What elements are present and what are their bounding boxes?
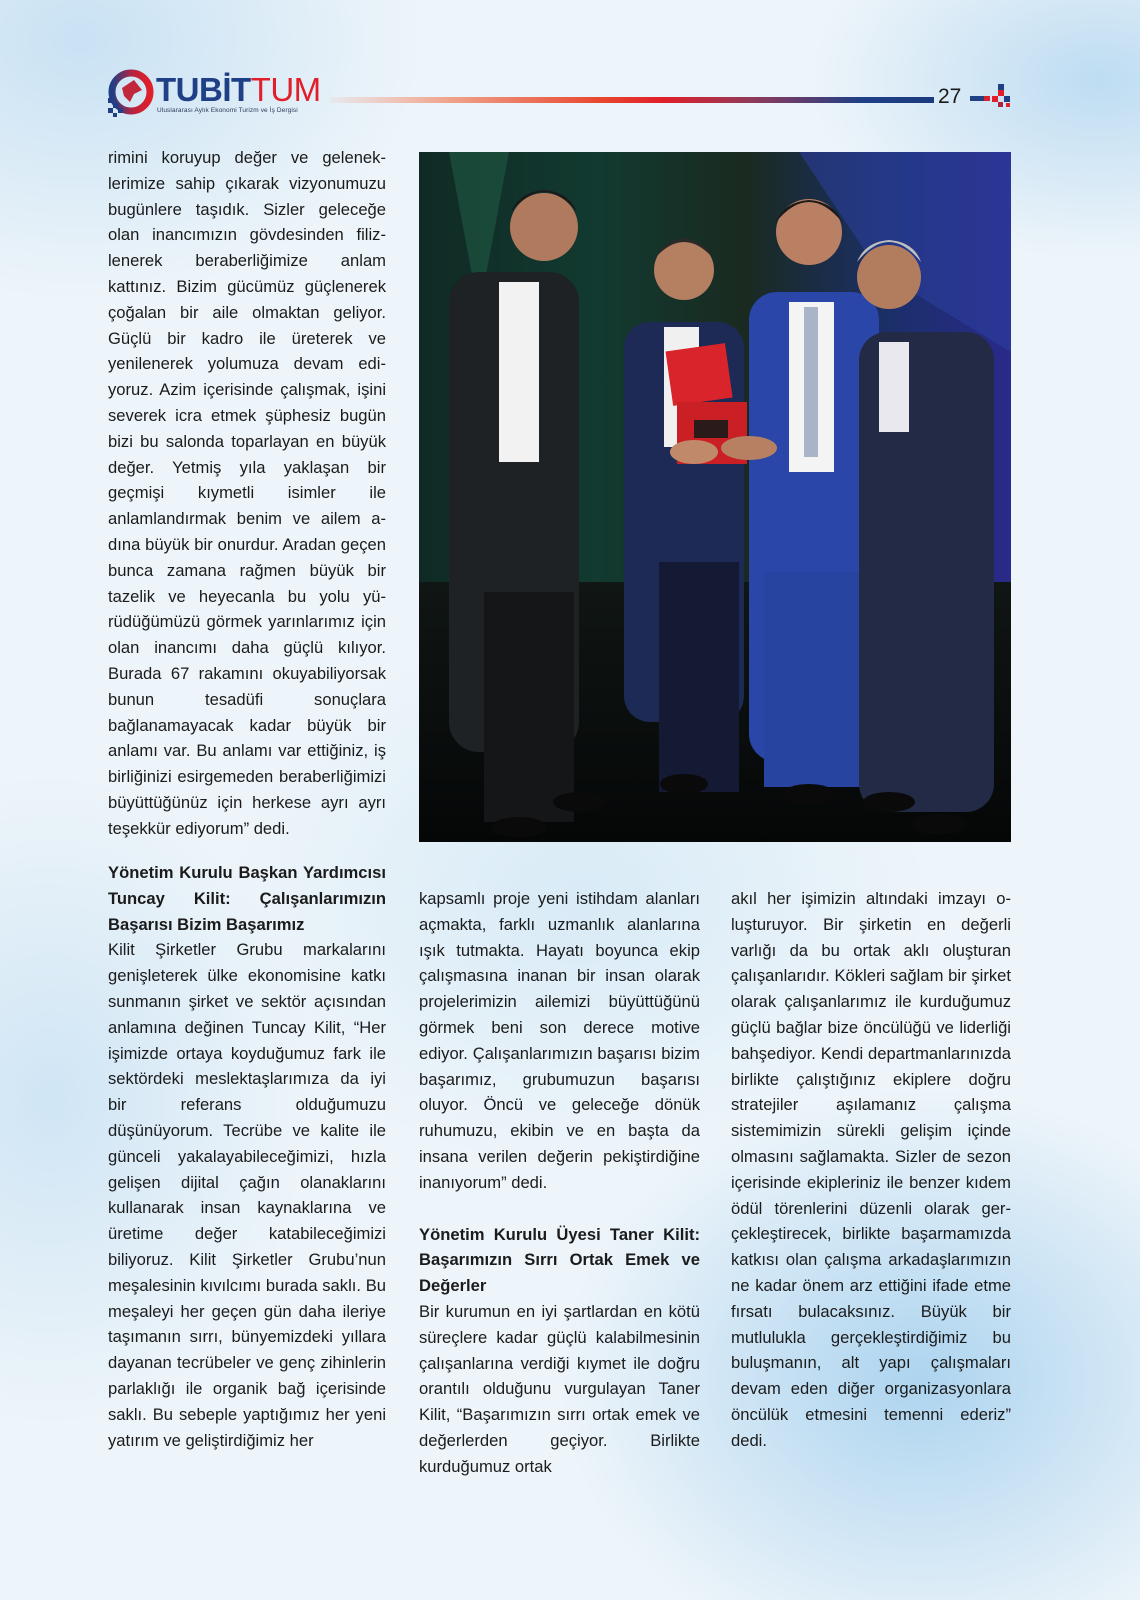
article-column-1-bottom	[108, 860, 386, 1453]
page-header	[104, 66, 1034, 122]
magazine-logo	[104, 66, 324, 120]
logo-brand-part1: TUBİT	[156, 71, 251, 108]
article-column-1-top	[108, 145, 386, 842]
article-column-3	[731, 886, 1011, 1454]
logo-brand-part2: TUM	[250, 71, 321, 108]
article-paragraph: kapsamlı proje yeni istihdam alanları açmakta, farklı uzmanlık alanlarına ışık tutmakta. Hayatı boyunca ekip çalışmasına inanan bir insan olarak projelerimizin ailemizi büyüttüğünü görmek beni son derece motive ediyor. Çalışanlarımızın başarısı bizim başarımız, grubumuzun başarısı oluyor. Öncü ve geleceğe dönük ruhumuzu, ekibin ve en başta da insana verilen değerin pekiştirdiğine inanıyorum” dedi.	[419, 889, 700, 1192]
page-number: 27	[938, 85, 962, 108]
article-paragraph: akıl her işimizin altındaki imzayı oluşturuyor. Bir şirketin en değerli varlığı da bu ortak aklı oluşturan çalışanlarıdır. Kökleri sağlam bir şirket olarak çalışanlarımız ile kurduğumuz güçlü bağlar bize öncülüğü ve liderliği bahşediyor. Kendi departmanlarınızda birlikte çalıştığınız ekiplere doğru stratejiler aşılamanız çalışma sistemimizin sürekli gelişim içinde olmasını sağlamakta. Sizler de sezon içerisinde ekipleriniz ile benzer kıdem ödül törenlerini düzenli olarak gerçekleştirecek, birlikte başarmamızda katkısı olan çalışma arkadaşlarımızın ne kadar önem arz ettiğini ifade etme fırsatı bulacaksınız. Büyük bir mutlulukla gerçekleştirdiğimiz bu buluşmanın, alt yapı çalışmaları devam eden diğer organizasyonlara öncülük etmesini temenni ederiz” dedi.	[731, 889, 1011, 1450]
logo-emblem-icon	[104, 68, 154, 118]
article-column-2	[419, 886, 700, 1480]
event-photo-illustration	[419, 152, 1011, 842]
event-photo	[419, 152, 1011, 842]
article-paragraph: Kilit Şirketler Grubu markalarını genişleterek ülke ekonomisine katkı sunmanın şirket ve sektör açısından anlamına değinen Tuncay Kilit, “Her işimizde ortaya koyduğumuz fark ile sektördeki meslektaşlarımıza da iyi bir referans olduğumuzu düşünüyorum. Tecrübe ve kalite ile günceli yakalayabileceğimizi, hızla gelişen dijital çağın olanaklarını kullanarak insan kaynaklarına ve üretime değer katabileceğimizi biliyoruz. Kilit Şirketler Grubu’nun meşalesinin kıvılcımı burada saklı. Bu meşaleyi her geçen gün daha ileriye taşımanın sırrı, bünyemizdeki yıllara dayanan tecrübeler ve genç zihinlerin parlaklığı ile organik bağ içerisinde saklı. Bu sebeple yaptığımız her yeni yatırım ve geliştirdiğimiz her	[108, 940, 386, 1450]
article-paragraph: Bir kurumun en iyi şartlardan en kötü süreçlere kadar güçlü kalabilmesinin çalışanlarına verdiği kıymet ile doğru orantılı olduğunu vurgulayan Taner Kilit, “Başarımızın sırrı ortak emek ve değerlerden geçiyor. Birlikte kurduğumuz ortak	[419, 1301, 700, 1476]
section-heading-tuncay-kilit: Yönetim Kurulu Başkan Yardımcısı Tuncay Kilit: Çalışanlarımızın Başarısı Bizim Başarımız	[108, 863, 386, 934]
logo-wordmark	[156, 72, 321, 108]
section-heading-taner-kilit: Yönetim Kurulu Üyesi Taner Kilit: Başarımızın Sırrı Ortak Emek ve Değerler	[419, 1224, 700, 1296]
logo-subtitle: Uluslararası Aylık Ekonomi Turizm ve İş Dergisi	[157, 107, 298, 114]
paragraph-gap	[419, 1196, 700, 1222]
checker-decoration-icon	[970, 82, 1010, 108]
article-paragraph: rimini koruyup değer ve geleneklerimize sahip çıkarak vizyonumuzu bugünlere taşıdık. Sizler geleceğe olan inancımızın gövdesinden filizlenerek beraberliğimize anlam kattınız. Bizim gücümüz güçlenerek çoğalan bir aile olmaktan geliyor. Güçlü bir kadro ile üreterek ve yenilenerek yolumuza devam ediyoruz. Azim içerisinde çalışmak, işini severek icra etmek şüphesiz bugün bizi bu salonda toparlayan en büyük değer. Yetmiş yıla yaklaşan bir geçmişi kıymetli isimler ile anlamlandırmak benim ve ailem adına büyük bir onurdur. Aradan geçen bunca zamana rağmen büyük bir tazelik ve heyecanla bu yolu yürüdüğümüzü görmek yarınlarımız için olan inancımı daha güçlü kılıyor. Burada 67 rakamını okuyabiliyorsak bunun tesadüfi sonuçlara bağlanamayacak kadar büyük bir anlamı var. Bu anlamı var ettiğiniz, iş birliğinizi esirgemeden beraberliğimizi büyüttüğünüz için herkese ayrı ayrı teşekkür ediyorum” dedi.	[108, 148, 386, 838]
header-gradient-rule	[330, 97, 934, 103]
